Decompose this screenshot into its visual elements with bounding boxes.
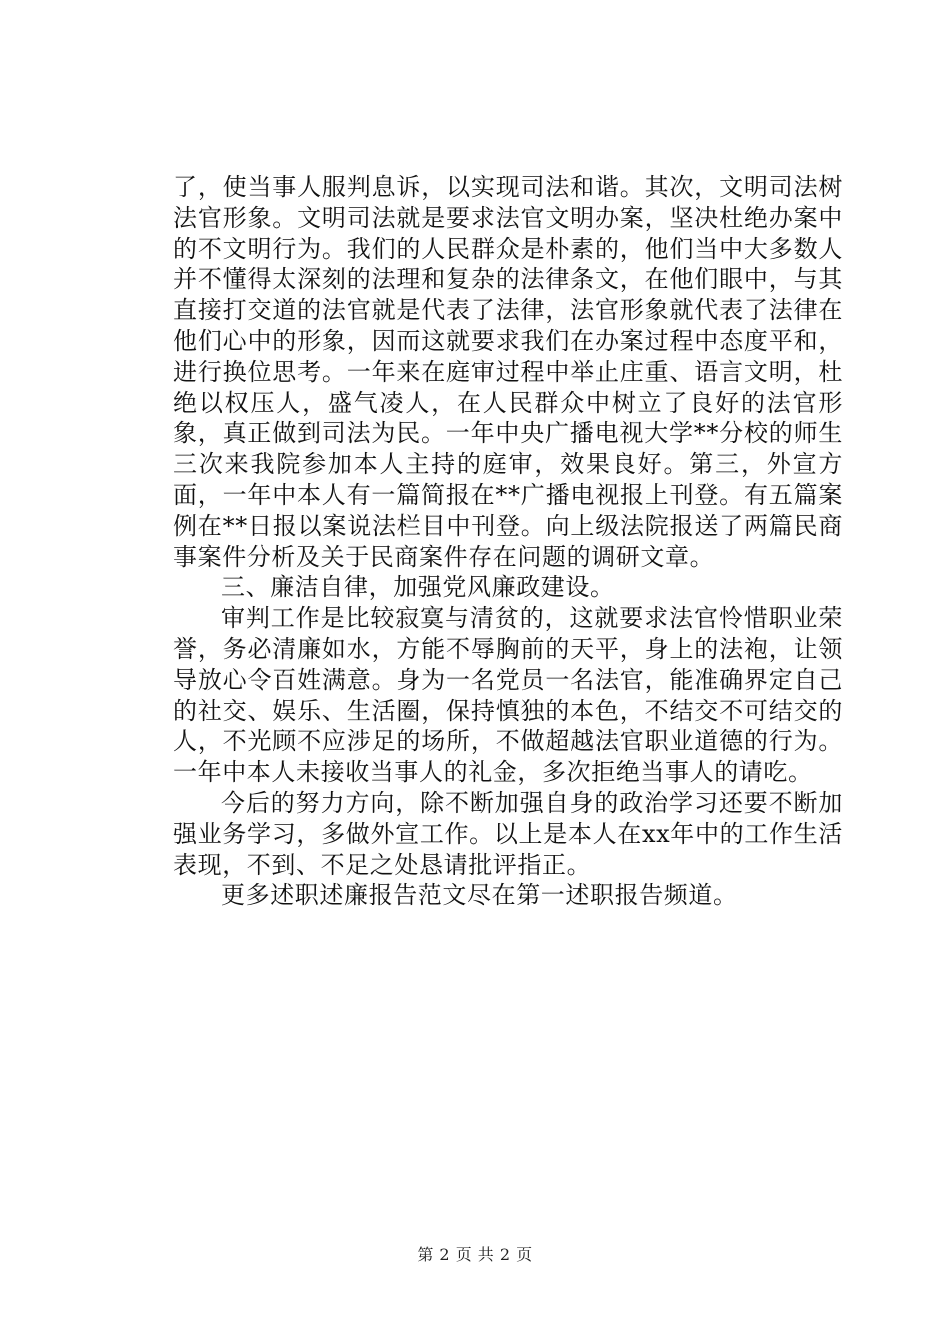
paragraph-more-reports: 更多述职述廉报告范文尽在第一述职报告频道。 — [221, 881, 738, 910]
paragraph-continuation: 了，使当事人服判息诉，以实现司法和谐。其次，文明司法树法官形象。文明司法就是要求法官文明办案，坚决杜绝办案中的不文明行为。我们的人民群众是朴素的，他们当中大多数人并不懂得太深刻的法理和复杂的法律条文，在他们眼中，与其直接打交道的法官就是代表了法律，法官形象就代表了法律在他们心中的形象，因而这就要求我们在办案过程中态度平和，进行换位思考。一年来在庭审过程中举止庄重、语言文明，杜绝以权压人，盛气凌人，在人民群众中树立了良好的法官形象，真正做到司法为民。一年中央广播电视大学**分校的师生三次来我院参加本人主持的庭审，效果良好。第三，外宣方面，一年中本人有一篇简报在**广播电视报上刊登。有五篇案例在**日报以案说法栏目中刊登。向上级法院报送了两篇民商事案件分析及关于民商案件存在问题的调研文章。 — [173, 173, 843, 571]
paragraph-future-direction: 今后的努力方向，除不断加强自身的政治学习还要不断加强业务学习，多做外宣工作。以上是本人在xx年中的工作生活表现，不到、不足之处恳请批评指正。 — [173, 788, 843, 879]
section-heading-integrity: 三、廉洁自律，加强党风廉政建设。 — [221, 573, 615, 602]
page-footer: 第 2 页 共 2 页 — [417, 1245, 533, 1264]
document-body — [173, 172, 843, 911]
paragraph-integrity: 审判工作是比较寂寞与清贫的，这就要求法官怜惜职业荣誉，务必清廉如水，方能不辱胸前的天平，身上的法袍，让领导放心令百姓满意。身为一名党员一名法官，能准确界定自己的社交、娱乐、生活圈，保持慎独的本色，不结交不可结交的人，不光顾不应涉足的场所，不做超越法官职业道德的行为。一年中本人未接收当事人的礼金，多次拒绝当事人的请吃。 — [173, 604, 843, 787]
